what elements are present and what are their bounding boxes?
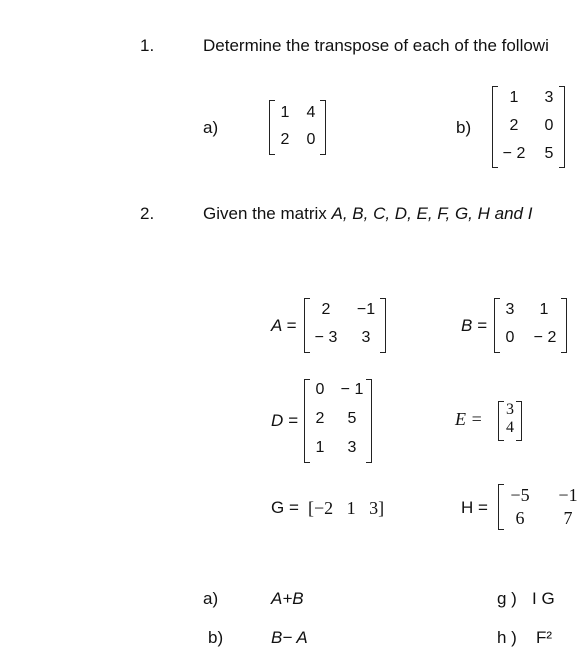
q1-matrix-b [492,86,565,168]
matrix-cell: 2 [315,410,325,427]
matrix-cell: 0 [315,381,325,398]
part-h-expression: F² [536,628,553,647]
matrix-cell: 4 [306,104,316,121]
matrix-B-label: B = [461,316,487,335]
matrix-cell: 3 [505,301,515,318]
matrix-cell: 3 [361,329,371,346]
matrix-cell: − 3 [314,329,338,346]
matrix-cell: 1 [315,439,325,456]
matrix-cell: 0 [505,329,515,346]
q1-matrix-a [269,100,326,155]
matrix-cell: 5 [544,145,554,162]
question-1-text: Determine the transpose of each of the followi [203,36,549,55]
matrix-D-label: D = [271,411,298,430]
matrix-cell: 3 [506,401,514,418]
part-a-label: a) [203,589,219,608]
question-2-number: 2. [140,204,155,223]
matrix-cell: 2 [321,301,331,318]
matrix-cell: − 2 [533,329,557,346]
part-g-expression: I G [532,589,555,608]
part-b-label: b) [208,628,224,647]
matrix-cell: −1 [558,485,578,505]
part-h-label: h ) [497,628,517,647]
matrix-cell: 0 [544,117,554,134]
part-a-expression: A+B [271,589,304,608]
question-2-text [203,204,532,224]
matrix-cell: 3 [347,439,357,456]
question-2-prefix: Given the matrix [203,204,332,223]
matrix-H [498,484,581,530]
matrix-E [498,401,522,441]
matrix-cell: 1 [509,89,519,106]
question-2-vars: A, B, C, D, E, F, G, H and I [331,204,533,223]
matrix-cell: 2 [280,131,290,148]
matrix-E-label: E = [455,409,483,429]
matrix-cell: −5 [510,485,530,505]
matrix-cell: 0 [306,131,316,148]
matrix-cell: 7 [563,508,573,528]
matrix-G-label: G = [271,498,299,517]
matrix-cell: 6 [515,508,525,528]
matrix-cell: 2 [509,117,519,134]
matrix-H-label: H = [461,498,488,517]
part-g-label: g ) [497,589,517,608]
matrix-cell: − 2 [502,145,526,162]
matrix-G: [−2 1 3] [308,498,385,518]
matrix-cell: 5 [347,410,357,427]
question-1-number: 1. [140,36,155,55]
matrix-D [304,379,372,463]
matrix-cell: − 1 [340,381,364,398]
part-b-expression: B− A [271,628,308,647]
matrix-cell: 4 [506,419,514,436]
matrix-A-label: A = [271,316,297,335]
matrix-cell: 3 [544,89,554,106]
matrix-cell: 1 [539,301,549,318]
q1-part-a-label: a) [203,118,219,137]
matrix-B [494,298,567,353]
matrix-cell: −1 [356,301,376,318]
matrix-A [304,298,386,353]
q1-part-b-label: b) [456,118,472,137]
matrix-cell: 1 [280,104,290,121]
